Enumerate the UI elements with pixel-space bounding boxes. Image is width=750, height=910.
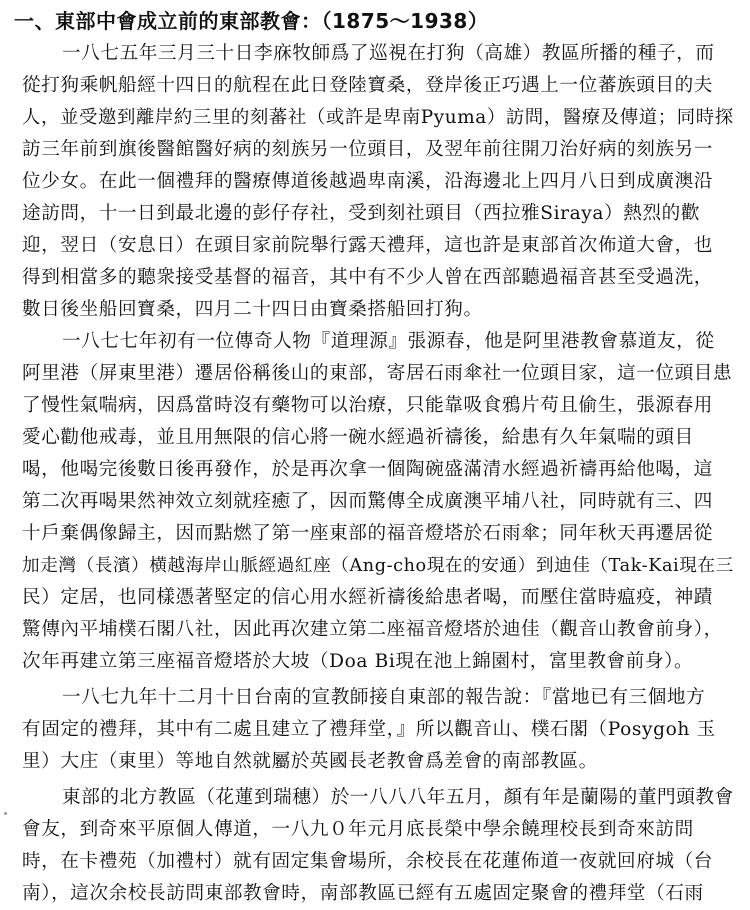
- text-line: 次年再建立第三座福音燈塔於大坡（Doa Bi現在池上錦園村，富里教會前身）。: [22, 651, 694, 672]
- scan-speck: [4, 812, 7, 815]
- text-line: 里）大庄（東里）等地自然就屬於英國長老教會爲差會的南部教區。: [22, 751, 598, 772]
- paragraph-4: [22, 782, 740, 910]
- text-line: 了慢性氣喘病，因爲當時沒有藥物可以治療，只能靠吸食鴉片苟且偷生，張源春用: [22, 395, 713, 416]
- text-line: 一八七五年三月三十日李庥牧師爲了巡視在打狗（高雄）教區所播的種子，而: [62, 43, 715, 64]
- text-line: 南），這次余校長訪問東部教會時，南部教區已經有五處固定聚會的禮拜堂（石雨: [22, 883, 704, 904]
- text-line: 得到相當多的聽衆接受基督的福音，其中有不少人曾在西部聽過福音甚至受過洗，: [22, 267, 713, 288]
- text-line: 途訪問，十一日到最北邊的彭仔存社，受到刻社頭目（西拉雅Siraya）熱烈的歡: [22, 203, 701, 224]
- text-line: 驚傳內平埔樸石閣八社，因此再次建立第二座福音燈塔於迪佳（觀音山教會前身），: [22, 619, 723, 640]
- text-line: 愛心勸他戒毒，並且用無限的信心將一碗水經過祈禱後，給患有久年氣喘的頭目: [22, 427, 694, 448]
- text-line: 時，在卡禮苑（加禮村）就有固定集會場所，余校長在花蓮佈道一夜就回府城（台: [22, 851, 713, 872]
- paragraph-1: [22, 38, 740, 326]
- paragraph-2: [22, 326, 740, 678]
- text-line: 位少女。在此一個禮拜的醫療傳道後越過卑南溪，沿海邊北上四月八日到成廣澳沿: [22, 171, 713, 192]
- text-line: 一八七九年十二月十日台南的宣教師接自東部的報告說：『當地已有三個地方: [62, 687, 706, 708]
- text-line: 十戶棄偶像歸主，因而點燃了第一座東部的福音燈塔於石雨傘；同年秋天再遷居從: [22, 523, 713, 544]
- section-heading: 一、東部中會成立前的東部教會：（1875～1938）: [14, 9, 489, 33]
- body-text: [22, 38, 740, 910]
- text-line: 數日後坐船回寶桑，四月二十四日由寶桑搭船回打狗。: [22, 299, 483, 320]
- text-line: 阿里港（屏東里港）遷居俗稱後山的東部，寄居石雨傘社一位頭目家，這一位頭目患: [22, 363, 733, 384]
- text-line: 有固定的禮拜，其中有二處且建立了禮拜堂，』所以觀音山、樸石閣（Posygoh 玉: [22, 719, 716, 740]
- text-line: 民）定居，也同樣憑著堅定的信心用水經祈禱後給患者喝，而壓住當時瘟疫，神蹟: [22, 587, 713, 608]
- text-line: 會友，到奇來平原個人傳道，一八九０年元月底長榮中學余饒理校長到奇來訪問: [22, 819, 694, 840]
- text-line: 喝，他喝完後數日後再發作，於是再次拿一個陶碗盛滿清水經過祈禱再給他喝，這: [22, 459, 713, 480]
- text-line: 加走灣（長濱）横越海岸山脈經過紅座（Ang-cho現在的安通）到迪佳（Tak-Kai現在三: [22, 556, 734, 576]
- text-line: 迎，翌日（安息日）在頭目家前院舉行露天禮拜，這也許是東部首次佈道大會，也: [22, 235, 713, 256]
- text-line: 從打狗乘帆船經十四日的航程在此日登陸寶桑，登岸後正巧遇上一位蕃族頭目的夫: [22, 75, 713, 96]
- text-line: 東部的北方教區（花蓮到瑞穗）於一八八八年五月，顏有年是蘭陽的董門頭教會: [62, 787, 734, 808]
- text-line: 一八七七年初有一位傳奇人物『道理源』張源春，他是阿里港教會慕道友，從: [62, 331, 715, 352]
- text-line: 人，並受邀到離岸約三里的刻蕃社（或許是卑南Pyuma）訪問，醫療及傳道；同時探: [22, 107, 734, 128]
- text-line: 第二次再喝果然神效立刻就痊癒了，因而驚傳全成廣澳平埔八社，同時就有三、四: [22, 491, 713, 512]
- paragraph-3: [22, 682, 740, 778]
- text-line: 訪三年前到旗後醫館醫好病的刻族另一位頭目，及翌年前往開刀治好病的刻族另一: [22, 139, 713, 160]
